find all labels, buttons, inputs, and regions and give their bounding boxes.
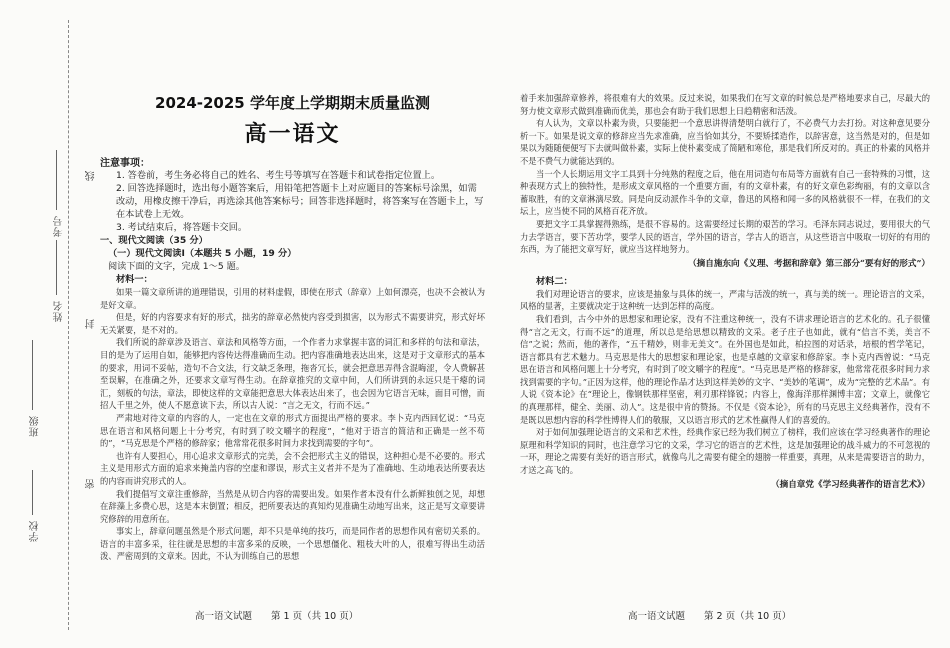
passage-paragraph: 我们对理论语言的要求，应该是抽象与具体的统一，严肃与活泼的统一，真与美的统一。理论语言的文采，风格的显著，主要就决定于这种统一达到怎样的高度。 [520,288,930,312]
passage-paragraph: 对于如何加强理论语言的文采和艺术性，经典作家已经为我们树立了榜样，我们应该在学习经典著作的理论原理和科学知识的同时，也注意学习它的文采，学习它的语言的艺术性，这是加强理论的战斗威力的不可忽视的一环，理论之需要有美好的语言形式，就像鸟儿之需要有健全的翅膀一样重要，真理，从来是需要语言的助力，才送之高飞的。 [520,427,930,476]
source-citation: （摘自章党《学习经典著作的语言艺术》） [771,479,930,490]
passage-paragraph: 有人认为，文章以朴素为贵，只要能把一个意思讲得清楚明白就行了，不必费气力去打扮。对这种意见要分析一下。如果是说文章的修辞应当先求准确，应当恰如其分，不要矫揉造作，以辞害意，这当然是对的，但是如果以为随随便便写下去就叫做朴素，实际上使朴素变成了简陋和寒伧，那是我们所反对的。真正的朴素的风格并不是不费气力就能达到的。 [520,118,930,166]
notice-item: 1. 答卷前，考生务必将自己的姓名、考生号等填写在答题卡和试卷指定位置上。 [116,170,441,181]
passage-paragraph: 着手来加强辞章修养，将很难有大的效果。反过来说，如果我们在写文章的时候总是严格地要求自己，尽最大的努力使文章形式做到准确而优美，那也会有助于我们思想上日趋精密和活泼。 [520,93,930,116]
notice-item: 3. 考试结束后，将答题卡交回。 [116,222,248,233]
exam-no-label: 考号 [54,215,65,237]
exam-page-1 [100,92,485,563]
section-heading: 一、现代文阅读（35 分） [100,235,208,246]
name-blank[interactable] [56,240,57,295]
material-label: 材料一： [116,274,153,285]
exam-no-blank[interactable] [56,150,57,210]
notice-item: 2. 回答选择题时，选出每小题答案后，用铅笔把答题卡上对应题目的答案标号涂黑，如需改动，用橡皮擦干净后，再选涂其他答案标号；回答非选择题时，将答案写在答题卡上，写在本试卷上无效。 [116,183,484,220]
notice-heading: 注意事项： [100,158,150,169]
page-footer: 高一语文试题 第 2 页（共 10 页） [628,611,792,622]
passage-paragraph: 我们提倡写文章注重修辞，当然是从切合内容的需要出发。如果作者本没有什么新鲜独创之见，却想在辞藻上多费心思，这是本末倒置；相反，把所要表达的真知灼见准确生动地写出来，这正是写文章要讲究修辞的用意所在。 [100,488,485,524]
material-label: 材料二： [536,275,573,287]
passage-paragraph: 严肃地对待文章的内容的人，一定也在文章的形式方面提出严格的要求。李卜克内西回忆说：“马克思在语言和风格问题上十分考究，有时到了咬文嚼字的程度”，“他对于语言的简洁和正确是一丝不苟的”，“马克思是个严格的修辞家；他常常花很多时间力求找到需要的字句”。 [100,412,485,449]
passage-paragraph: 事实上，辞章问题虽然是个形式问题，却不只是单纯的技巧，而是同作者的思想作风有密切关系的。语言的丰富多采，往往就是思想的丰富多采的反映，一个思想僵化、粗枝大叶的人，很难写得出生动活泼、严密周到的文章来。因此，不认为训练自己的思想 [100,526,485,562]
name-label: 姓名 [54,300,65,322]
page-footer: 高一语文试题 第 1 页（共 10 页） [195,611,359,622]
class-label: 班级 [30,415,41,437]
school-label: 学校 [30,520,41,542]
secret-label: 密 [86,478,97,489]
subject-title: 高一语文 [244,122,341,147]
exam-title: 2024-2025 学年度上学期期末质量监测 [155,94,430,112]
binding-margin [0,0,95,648]
exam-page-2 [520,92,930,496]
passage-paragraph: 如果一篇文章所讲的道理错误，引用的材料虚假，即使在形式（辞章）上如何漂亮，也决不会被认为是好文章。 [100,287,485,310]
line-label: 线 [86,170,97,181]
passage-paragraph: 我们所说的辞章涉及语言、章法和风格等方面，一个作者力求掌握丰富的词汇和多样的句法和章法，目的是为了运用自如，能够把内容传达得准确而生动。把内容准确地表达出来，这是对于文章形式的基本的要求，用词不妥帖，造句不合文法，行文缺乏条理，拖沓冗长，就会把意思弄得含混晦涩，令人费解甚至误解，在准确之外，还要求文章写得生动。在辞章推究的文章中间，人们所讲到的永远只是干瘪的词汇，刻板的句法，章法，即使这样的文章能把意思大体表达出来了，也会因为它语言无味，面目可憎，而招人千里之外，使人不愿意读下去，所以古人说：“言之无文，行而不远。” [100,337,485,411]
passage-paragraph: 当一个人长期运用文字工具到十分纯熟的程度之后，他在用词造句布局等方面就有自己一套特殊的习惯，这种表现方式上的独特性，是形成文章风格的一个重要方面，有的文章朴素，有的好文章色彩绚丽，有的文章以含蓄取胜，有的文章淋漓尽致。同是向反动派作斗争的文章，鲁迅的风格和闻一多的风格就很不一样，在我们的文坛上，应当使不同的风格百花齐放。 [520,168,930,217]
binding-dashed-line [68,20,69,630]
passage-paragraph: 要把文字工具掌握得熟练，是很不容易的。这需要经过长期的艰苦的学习。毛泽东同志说过，要用很大的气力去学语言，要下苦功学，要学人民的语言，学外国的语言，学古人的语言，从这些语言中吸取一切好的有用的东西，为了能把文章写好，就应当这样地努力。 [520,218,930,255]
school-blank[interactable] [32,470,33,515]
passage-paragraph: 也许有人要担心，用心追求文章形式的完美，会不会把形式主义的错误，这种担心是不必要的。形式主义是用形式方面的追求来掩盖内容的空虚和谬误，形式主义者并不是为了准确地、生动地表达所要表达的内容而讲究形式的人。 [100,450,485,486]
subsection-heading: （一）现代文阅读Ⅰ（本题共 5 小题，19 分） [108,248,297,259]
class-blank[interactable] [32,340,33,410]
seal-label: 封 [86,318,97,329]
passage-paragraph: 我们看到，古今中外的思想家和理论家，没有不注重这种统一，没有不讲求理论语言的艺术化的。孔子很懂得“言之无文，行而不远”的道理，所以总是给思想以精致的文采。老子庄子也如此，就有“信言不美，美言不信”之说；然而，他的著作，“五千精妙，则非无美文”。在外国也是如此，柏拉图的对话录，培根的哲学笔记，语言都具有艺术魅力。马克思是伟大的思想家和理论家，也是卓越的文章家和修辞家。李卜克内西曾说：“马克思在语言和风格问题上十分考究，有时到了咬文嚼字的程度”。“马克思是严格的修辞家，他常常花很多时间力求找到需要的字句。”正因为这样，他的理论作品才达到这样美妙的文字、“美妙的笔调”，成为“完整的艺术品”。有人说《资本论》在“理论上，像钢铁那样坚密，利刃那样锋锐；内容上，像海洋那样渊博丰富；文章上，就像它的真理那样，健全、美丽、动人”。这是很中肯的赞扬。不仅是《资本论》，所有的马克思主义经典著作，没有不是既以思想内容的科学性博得人们的敬服，又以语言形式的艺术性赢得人们的喜爱的。 [520,313,930,425]
passage-paragraph: 但是，好的内容要求有好的形式，拙劣的辞章必然使内容受到损害，以为形式不需要讲究，形式好坏无关紧要，是不对的。 [100,312,485,335]
source-citation: （摘自施东向《义理、考据和辞章》第三部分“要有好的形式”） [688,258,930,269]
reading-instruction: 阅读下面的文字，完成 1～5 题。 [108,261,245,272]
